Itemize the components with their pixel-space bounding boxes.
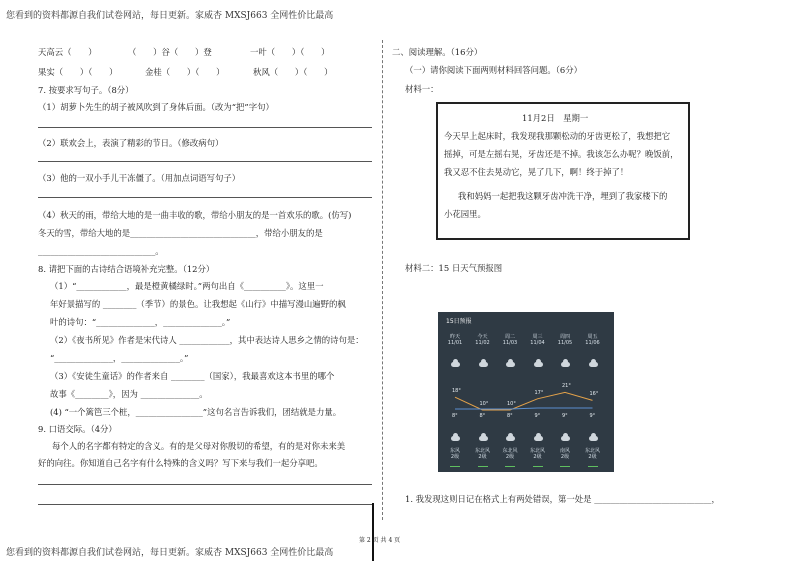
answer-line: [38, 127, 372, 128]
q7-s4b: 冬天的雪，带给大地的是______________________________，带给小朋友的是: [38, 228, 323, 238]
day-name: 周五: [587, 334, 598, 340]
high-temp: 21°: [562, 383, 571, 390]
q8-l2: 年好景描写的 ________（季节）的景色。让我想起《山行》中描写漫山遍野的枫: [50, 299, 346, 309]
q8-l1: （1）“____________，最是橙黄橘绿时。”两句出自《__________》。这里一: [50, 281, 324, 291]
day-name: 今天: [477, 334, 488, 340]
answer-line: [38, 197, 372, 198]
fill-row-2-a: 果实（ ）（ ）: [38, 67, 118, 77]
day-name: 昨天: [449, 334, 460, 340]
wind-level: 2级: [588, 454, 597, 460]
wind-direction: 东风: [449, 448, 460, 454]
q7-s4c: ____________________________。: [38, 246, 164, 256]
forecast-title: 15日预报: [446, 318, 472, 325]
wind-level: 2级: [450, 454, 460, 460]
diary-line: 我和妈妈一起把我这颗牙齿冲洗干净，埋到了我家楼下的: [458, 191, 668, 201]
material-2-label: 材料二：15 日天气预报图: [405, 263, 503, 273]
day-name: 周二: [504, 334, 515, 340]
column-divider: [382, 40, 383, 520]
day-date: 11/05: [557, 340, 573, 346]
day-name: 周四: [559, 334, 570, 340]
page-number: 第 2 页 共 4 页: [359, 537, 401, 544]
diary-line: 今天早上起床时，我发现我那颗松动的牙齿更松了，我想把它: [444, 131, 671, 141]
fill-row-1-c: 一叶（ ）（ ）: [250, 47, 330, 57]
low-temp: 9°: [562, 413, 568, 419]
low-temp: 8°: [452, 413, 458, 419]
q7-s3: （3）他的一双小手儿⼲冻僵了。（用加点词语写句子）: [38, 173, 241, 183]
diary-date: 11月2日 星期一: [522, 113, 589, 123]
wind-direction: 东北风: [584, 448, 600, 454]
high-temp: 10°: [479, 401, 489, 407]
sub-question-1: （一）请你阅读下面两则材料回答问题。（6分）: [405, 65, 583, 75]
wind-direction: 南风: [559, 448, 570, 454]
material-1-label: 材料一：: [405, 84, 439, 94]
high-temp: 18°: [452, 388, 461, 395]
day-date: 11/04: [530, 340, 545, 346]
diary-line: 小花园里。: [444, 209, 486, 219]
q7-title: 7. 按要求写句子。（8分）: [38, 85, 134, 95]
fill-row-2-b: 金桂（ ）（ ）: [145, 67, 225, 77]
q9-p1: 每个人的名字都有特定的含义。有的是父母对你殷切的希望，有的是对你未来美: [52, 441, 346, 451]
q8-l6: （3）《安徒生童话》的作者来自 ________（国家），我最喜欢这本书里的哪个: [50, 371, 335, 381]
q8-title: 8. 请把下面的古诗结合语境补充完整。（12分）: [38, 264, 215, 274]
high-temp: 17°: [534, 389, 544, 396]
temperature-curves: [438, 312, 614, 472]
bottom-banner: 您看到的资料都源自我们试卷网站，每日更新。家威杏 MXSJ663 全网性价比最高: [6, 548, 334, 558]
low-temp: 8°: [507, 413, 513, 419]
day-date: 11/02: [475, 340, 490, 346]
low-temp: 9°: [589, 413, 596, 419]
fill-row-1-a: 天高云（ ）: [38, 47, 97, 57]
q8-l4: （2）《夜书所见》作者是宋代诗人 ____________，其中表达诗人思乡之情的诗句是：: [50, 335, 364, 345]
low-temp: 8°: [479, 413, 486, 419]
question-1: 1. 我发现这则日记在格式上有两处错误，第一处是 ____________________________，: [405, 494, 720, 504]
q8-l8: (4) “一个篱笆三个桩，________________”这句名言告诉我们，团结就是力量。: [50, 407, 342, 417]
q7-s4a: （4）秋天的雨，带给大地的是一曲丰收的歌，带给小朋友的是一首欢乐的歌。(仿写): [38, 210, 352, 220]
weather-forecast: [438, 312, 614, 472]
q7-s2: （2）联欢会上，表演了精彩的节日。（修改病句）: [38, 138, 224, 148]
low-temp: 9°: [534, 413, 541, 419]
high-temp: 10°: [507, 401, 516, 407]
wind-level: 2级: [478, 454, 487, 460]
diary-line: 摇掉，可是左摇右晃，牙齿还是不掉。我该怎么办呢？晚饭前，: [444, 149, 679, 159]
day-date: 11/06: [585, 340, 600, 346]
fill-row-1-b: （ ）谷（ ）登: [128, 47, 212, 57]
day-name: 周三: [532, 334, 543, 340]
wind-direction: 东北风: [529, 448, 545, 454]
answer-line: [38, 484, 372, 485]
fill-row-2-c: 秋风（ ）（ ）: [253, 67, 333, 77]
answer-line: [38, 504, 372, 505]
high-temp: 16°: [589, 391, 599, 398]
section-2-title: 二、阅读理解。（16分）: [392, 47, 483, 57]
diary-box: [436, 102, 690, 240]
q9-title: 9. 口语交际。（4分）: [38, 424, 117, 434]
q7-s1: （1）胡萝卜先生的胡子被风吹到了身体后面。（改为“把”字句）: [38, 102, 274, 112]
margin-rule: [372, 503, 374, 561]
q9-p2: 好的向往。你知道自己名字有什么特殊的含义吗？写下来与我们一起分享吧。: [38, 458, 323, 468]
wind-level: 2级: [533, 454, 542, 460]
q8-l7: 故事《________》，因为 ______________。: [50, 389, 208, 399]
wind-direction: 东北风: [474, 448, 490, 454]
q8-l3: 叶的诗句：“______________，______________。”: [50, 317, 231, 327]
day-date: 11/03: [502, 340, 518, 346]
day-date: 11/01: [447, 340, 463, 346]
answer-line: [38, 161, 372, 162]
wind-direction: 东北风: [502, 448, 518, 454]
wind-level: 2级: [505, 454, 515, 460]
diary-line: 我又忍不住去晃动它，晃了几下，啊！终于掉了！: [444, 167, 629, 177]
wind-level: 2级: [560, 454, 570, 460]
top-banner: 您看到的资料都源自我们试卷网站，每日更新。家威杏 MXSJ663 全网性价比最高: [6, 11, 334, 21]
q8-l5: “______________，______________。”: [50, 353, 189, 363]
